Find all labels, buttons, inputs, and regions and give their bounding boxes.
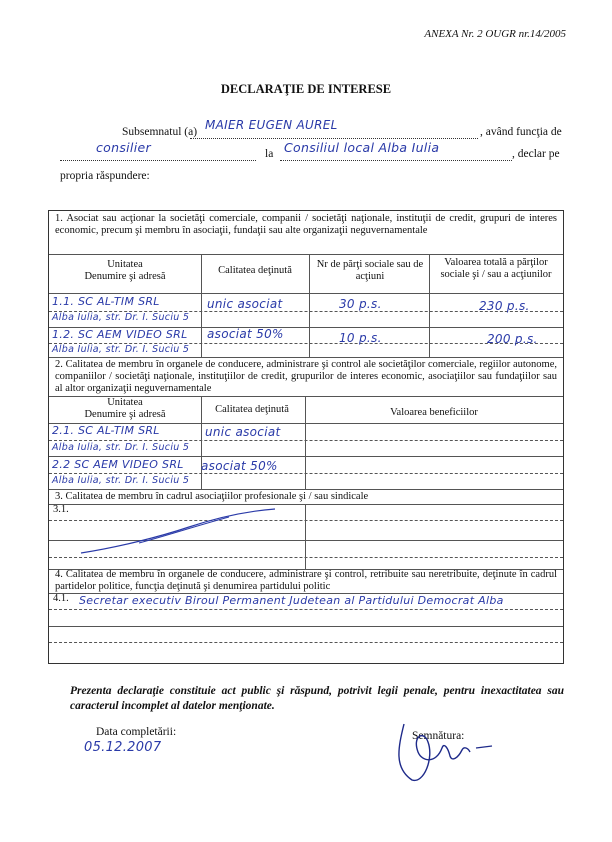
- divider: [305, 396, 306, 489]
- section-4-title: 4. Calitatea de membru în organele de conducere, administrare şi control, retribuite sau neretribuite, deţinute în cadrul partidelor politice, funcţia deţinută şi denumirea partidului politic: [55, 569, 557, 592]
- date-value: 05.12.2007: [84, 740, 162, 755]
- divider: [309, 254, 310, 357]
- s1-row1-address: Alba Iulia, str. Dr. I. Suciu 5: [52, 312, 190, 323]
- institution-dotted-line: [280, 160, 512, 161]
- function-dotted-line: [60, 160, 256, 161]
- name-dotted-line: [190, 138, 478, 139]
- s2-header-role: Calitatea deţinută: [215, 404, 289, 415]
- la-label: la: [265, 148, 274, 160]
- s2-row2-address: Alba Iulia, str. Dr. I. Suciu 5: [52, 475, 190, 486]
- s2-row1-unit: 2.1. SC AL-TIM SRL: [52, 424, 160, 437]
- divider: [49, 456, 563, 457]
- divider: [201, 396, 202, 489]
- s4-row-value: Secretar executiv Biroul Permanent Judetean al Partidului Democrat Alba: [79, 594, 504, 607]
- divider: [49, 489, 563, 490]
- s1-header-role: Calitatea deţinută: [218, 265, 292, 276]
- divider: [49, 557, 563, 558]
- s1-header-unit: Unitatea Denumire şi adresă: [84, 259, 166, 282]
- section-1-title: 1. Asociat sau acţionar la societăţi comerciale, companii / societăţi naţionale, instituţii de credit, grupuri de interes economic, precum şi membru în asociaţii, fundaţii sau alte organizaţii neguvernamentale: [55, 213, 557, 236]
- s1-row2-value: 200 p.s.: [487, 332, 538, 346]
- name-value: MAIER EUGEN AUREL: [205, 118, 338, 132]
- divider: [49, 642, 563, 643]
- s3-row-label: 3.1.: [53, 504, 69, 515]
- institution-value: Consiliul local Alba Iulia: [284, 140, 440, 155]
- s2-row2-role: asociat 50%: [201, 459, 278, 473]
- s4-row-label: 4.1.: [53, 593, 69, 604]
- divider: [49, 609, 563, 610]
- annex-reference: ANEXA Nr. 2 OUGR nr.14/2005: [424, 28, 566, 40]
- s2-header-benefits: Valoarea beneficiilor: [390, 407, 478, 418]
- strike-through-scribble: [79, 507, 279, 557]
- declar-pe-label: , declar pe: [512, 148, 560, 160]
- s1-row1-shares: 30 p.s.: [339, 297, 382, 311]
- signature-label: Semnătura:: [412, 730, 465, 742]
- divider: [49, 473, 563, 474]
- divider: [49, 440, 563, 441]
- s1-row2-role: asociat 50%: [207, 327, 284, 341]
- divider: [201, 254, 202, 357]
- s1-row2-shares: 10 p.s.: [339, 331, 382, 345]
- s1-row1-value: 230 p.s.: [479, 299, 530, 313]
- s1-header-shares: Nr de părţi sociale sau de acţiuni: [316, 259, 424, 282]
- s1-row2-unit: 1.2. SC AEM VIDEO SRL: [52, 328, 188, 341]
- section-3-title: 3. Calitatea de membru în cadrul asociaţiilor profesionale şi / sau sindicale: [55, 491, 369, 502]
- s2-header-unit: Unitatea Denumire şi adresă: [84, 397, 166, 420]
- s2-row1-role: unic asociat: [205, 425, 281, 439]
- function-value: consilier: [96, 140, 151, 155]
- declaration-table: [48, 210, 564, 664]
- avand-functia-label: , având funcţia de: [480, 126, 562, 138]
- propria-raspundere-label: propria răspundere:: [60, 170, 150, 182]
- divider: [49, 254, 563, 255]
- date-label: Data completării:: [96, 726, 177, 738]
- s2-row1-address: Alba Iulia, str. Dr. I. Suciu 5: [52, 442, 190, 453]
- legal-statement: Prezenta declaraţie constituie act public şi răspund, potrivit legii penale, pentru inexactitatea sau caracterul incomplet al datelor menţionate.: [70, 685, 564, 712]
- divider: [49, 357, 563, 358]
- subsemnatul-label: Subsemnatul (a): [122, 126, 198, 138]
- s2-row2-unit: 2.2 SC AEM VIDEO SRL: [52, 458, 184, 471]
- s1-row2-address: Alba Iulia, str. Dr. I. Suciu 5: [52, 344, 190, 355]
- s1-row1-role: unic asociat: [207, 297, 283, 311]
- divider: [49, 626, 563, 627]
- s1-row1-unit: 1.1. SC AL-TIM SRL: [52, 295, 160, 308]
- divider: [49, 504, 563, 505]
- s1-header-value: Valoarea totală a părţilor sociale şi / sau a acţiunilor: [440, 257, 552, 280]
- signature: [384, 718, 504, 788]
- section-2-title: 2. Calitatea de membru în organele de conducere, administrare şi control ale societăţilor comerciale, regiilor autonome, companiilor / societăţi naţionale, instituţiilor de credit, grupurilor de interes economic, asociaţiilor sau fundaţiilor sau al altor organizaţii neguvernamentale: [55, 359, 557, 394]
- divider: [305, 504, 306, 569]
- page-title: DECLARAŢIE DE INTERESE: [220, 82, 392, 96]
- divider: [429, 254, 430, 357]
- divider: [49, 293, 563, 294]
